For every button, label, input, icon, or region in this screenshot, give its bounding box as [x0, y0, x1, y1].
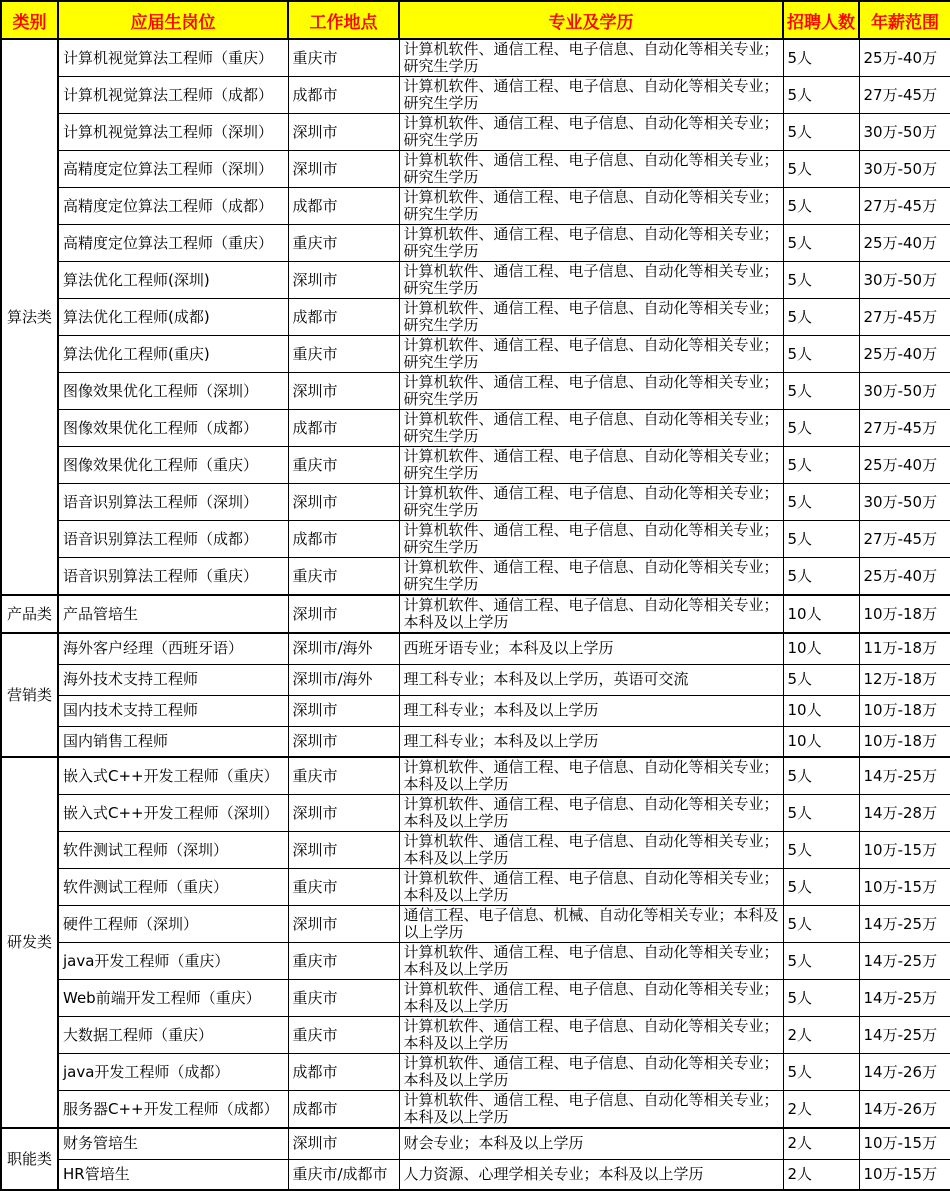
- location-cell: 深圳市: [288, 373, 399, 410]
- category-cell: 算法类: [1, 39, 58, 595]
- salary-cell: 27万-45万: [859, 410, 950, 447]
- position-cell: HR管培生: [58, 1159, 288, 1190]
- position-cell: 语音识别算法工程师（重庆）: [58, 558, 288, 596]
- salary-cell: 30万-50万: [859, 262, 950, 299]
- salary-cell: 14万-26万: [859, 1091, 950, 1129]
- position-cell: 硬件工程师（深圳）: [58, 906, 288, 943]
- headcount-cell: 5人: [783, 77, 859, 114]
- headcount-cell: 5人: [783, 832, 859, 869]
- location-cell: 深圳市: [288, 795, 399, 832]
- position-cell: 软件测试工程师（深圳）: [58, 832, 288, 869]
- position-cell: 图像效果优化工程师（重庆）: [58, 447, 288, 484]
- table-row: [1, 410, 950, 447]
- major-cell: 计算机软件、通信工程、电子信息、自动化等相关专业；研究生学历: [399, 558, 783, 596]
- position-cell: Web前端开发工程师（重庆）: [58, 980, 288, 1017]
- table-row: [1, 114, 950, 151]
- position-cell: 计算机视觉算法工程师（成都）: [58, 77, 288, 114]
- location-cell: 深圳市: [288, 906, 399, 943]
- headcount-cell: 10人: [783, 695, 859, 726]
- salary-cell: 11万-18万: [859, 633, 950, 664]
- major-cell: 计算机软件、通信工程、电子信息、自动化等相关专业；本科及以上学历: [399, 1091, 783, 1129]
- salary-cell: 14万-25万: [859, 757, 950, 795]
- location-cell: 深圳市: [288, 595, 399, 633]
- location-cell: 深圳市: [288, 262, 399, 299]
- salary-cell: 25万-40万: [859, 225, 950, 262]
- location-cell: 深圳市/海外: [288, 633, 399, 664]
- headcount-cell: 10人: [783, 595, 859, 633]
- salary-cell: 14万-25万: [859, 906, 950, 943]
- major-cell: 计算机软件、通信工程、电子信息、自动化等相关专业；研究生学历: [399, 262, 783, 299]
- salary-cell: 10万-18万: [859, 595, 950, 633]
- category-cell: 职能类: [1, 1128, 58, 1190]
- category-cell: 研发类: [1, 757, 58, 1128]
- table-row: [1, 1054, 950, 1091]
- position-cell: 高精度定位算法工程师（重庆）: [58, 225, 288, 262]
- headcount-cell: 5人: [783, 225, 859, 262]
- position-cell: 服务器C++开发工程师（成都）: [58, 1091, 288, 1129]
- location-cell: 成都市: [288, 77, 399, 114]
- headcount-cell: 5人: [783, 262, 859, 299]
- position-cell: 国内销售工程师: [58, 726, 288, 757]
- location-cell: 重庆市: [288, 980, 399, 1017]
- salary-cell: 30万-50万: [859, 373, 950, 410]
- location-cell: 重庆市: [288, 757, 399, 795]
- location-cell: 重庆市: [288, 225, 399, 262]
- location-cell: 重庆市: [288, 1017, 399, 1054]
- headcount-cell: 2人: [783, 1091, 859, 1129]
- major-cell: 计算机软件、通信工程、电子信息、自动化等相关专业；本科及以上学历: [399, 1017, 783, 1054]
- table-row: [1, 39, 950, 77]
- position-cell: 海外客户经理（西班牙语）: [58, 633, 288, 664]
- major-cell: 计算机软件、通信工程、电子信息、自动化等相关专业；研究生学历: [399, 39, 783, 77]
- table-row: [1, 980, 950, 1017]
- major-cell: 计算机软件、通信工程、电子信息、自动化等相关专业；本科及以上学历: [399, 869, 783, 906]
- location-cell: 重庆市/成都市: [288, 1159, 399, 1190]
- salary-cell: 10万-15万: [859, 832, 950, 869]
- position-cell: 计算机视觉算法工程师（深圳）: [58, 114, 288, 151]
- major-cell: 计算机软件、通信工程、电子信息、自动化等相关专业；研究生学历: [399, 447, 783, 484]
- table-row: [1, 1017, 950, 1054]
- position-cell: 嵌入式C++开发工程师（深圳）: [58, 795, 288, 832]
- salary-cell: 25万-40万: [859, 336, 950, 373]
- major-cell: 西班牙语专业；本科及以上学历: [399, 633, 783, 664]
- headcount-cell: 5人: [783, 447, 859, 484]
- salary-cell: 12万-18万: [859, 664, 950, 695]
- major-cell: 计算机软件、通信工程、电子信息、自动化等相关专业；本科及以上学历: [399, 980, 783, 1017]
- location-cell: 成都市: [288, 521, 399, 558]
- headcount-cell: 5人: [783, 410, 859, 447]
- salary-cell: 30万-50万: [859, 151, 950, 188]
- location-cell: 成都市: [288, 410, 399, 447]
- major-cell: 计算机软件、通信工程、电子信息、自动化等相关专业；研究生学历: [399, 77, 783, 114]
- major-cell: 计算机软件、通信工程、电子信息、自动化等相关专业；本科及以上学历: [399, 943, 783, 980]
- salary-cell: 27万-45万: [859, 521, 950, 558]
- major-cell: 计算机软件、通信工程、电子信息、自动化等相关专业；研究生学历: [399, 373, 783, 410]
- table-row: [1, 695, 950, 726]
- major-cell: 计算机软件、通信工程、电子信息、自动化等相关专业；本科及以上学历: [399, 757, 783, 795]
- major-cell: 计算机软件、通信工程、电子信息、自动化等相关专业；研究生学历: [399, 521, 783, 558]
- headcount-cell: 10人: [783, 633, 859, 664]
- position-cell: 财务管培生: [58, 1128, 288, 1159]
- location-cell: 重庆市: [288, 869, 399, 906]
- position-cell: 产品管培生: [58, 595, 288, 633]
- table-body: [1, 39, 950, 1190]
- headcount-cell: 5人: [783, 664, 859, 695]
- major-cell: 计算机软件、通信工程、电子信息、自动化等相关专业；研究生学历: [399, 299, 783, 336]
- position-cell: 图像效果优化工程师（深圳）: [58, 373, 288, 410]
- salary-cell: 14万-26万: [859, 1054, 950, 1091]
- position-cell: 算法优化工程师(重庆): [58, 336, 288, 373]
- salary-cell: 14万-25万: [859, 943, 950, 980]
- location-cell: 深圳市/海外: [288, 664, 399, 695]
- location-cell: 成都市: [288, 1091, 399, 1129]
- salary-cell: 25万-40万: [859, 39, 950, 77]
- location-cell: 成都市: [288, 299, 399, 336]
- salary-cell: 30万-50万: [859, 114, 950, 151]
- major-cell: 财会专业；本科及以上学历: [399, 1128, 783, 1159]
- position-cell: java开发工程师（成都）: [58, 1054, 288, 1091]
- table-row: [1, 757, 950, 795]
- header-cell-location: 工作地点: [288, 1, 399, 39]
- major-cell: 计算机软件、通信工程、电子信息、自动化等相关专业；研究生学历: [399, 484, 783, 521]
- location-cell: 重庆市: [288, 39, 399, 77]
- table-row: [1, 633, 950, 664]
- location-cell: 深圳市: [288, 1128, 399, 1159]
- category-cell: 产品类: [1, 595, 58, 633]
- location-cell: 成都市: [288, 1054, 399, 1091]
- header-cell-headcount: 招聘人数: [783, 1, 859, 39]
- table-row: [1, 1159, 950, 1190]
- table-row: [1, 558, 950, 596]
- position-cell: 大数据工程师（重庆）: [58, 1017, 288, 1054]
- salary-cell: 10万-18万: [859, 695, 950, 726]
- table-row: [1, 726, 950, 757]
- location-cell: 深圳市: [288, 114, 399, 151]
- headcount-cell: 5人: [783, 943, 859, 980]
- headcount-cell: 5人: [783, 1054, 859, 1091]
- headcount-cell: 5人: [783, 299, 859, 336]
- major-cell: 计算机软件、通信工程、电子信息、自动化等相关专业；研究生学历: [399, 410, 783, 447]
- table-row: [1, 484, 950, 521]
- location-cell: 重庆市: [288, 558, 399, 596]
- salary-cell: 14万-25万: [859, 1017, 950, 1054]
- headcount-cell: 5人: [783, 336, 859, 373]
- salary-cell: 14万-28万: [859, 795, 950, 832]
- salary-cell: 10万-18万: [859, 726, 950, 757]
- location-cell: 深圳市: [288, 151, 399, 188]
- table-row: [1, 832, 950, 869]
- position-cell: 语音识别算法工程师（成都）: [58, 521, 288, 558]
- table-row: [1, 225, 950, 262]
- headcount-cell: 5人: [783, 373, 859, 410]
- header-cell-salary: 年薪范围: [859, 1, 950, 39]
- salary-cell: 27万-45万: [859, 188, 950, 225]
- major-cell: 理工科专业；本科及以上学历，英语可交流: [399, 664, 783, 695]
- position-cell: 国内技术支持工程师: [58, 695, 288, 726]
- major-cell: 计算机软件、通信工程、电子信息、自动化等相关专业；研究生学历: [399, 225, 783, 262]
- headcount-cell: 5人: [783, 757, 859, 795]
- salary-cell: 25万-40万: [859, 447, 950, 484]
- table-row: [1, 336, 950, 373]
- location-cell: 重庆市: [288, 447, 399, 484]
- table-row: [1, 299, 950, 336]
- table-row: [1, 77, 950, 114]
- table-row: [1, 1091, 950, 1129]
- headcount-cell: 5人: [783, 980, 859, 1017]
- position-cell: 高精度定位算法工程师（深圳）: [58, 151, 288, 188]
- headcount-cell: 5人: [783, 869, 859, 906]
- salary-cell: 25万-40万: [859, 558, 950, 596]
- position-cell: 软件测试工程师（重庆）: [58, 869, 288, 906]
- major-cell: 计算机软件、通信工程、电子信息、自动化等相关专业；研究生学历: [399, 336, 783, 373]
- headcount-cell: 5人: [783, 906, 859, 943]
- location-cell: 深圳市: [288, 832, 399, 869]
- table-row: [1, 447, 950, 484]
- headcount-cell: 5人: [783, 188, 859, 225]
- table-row: [1, 595, 950, 633]
- position-cell: 嵌入式C++开发工程师（重庆）: [58, 757, 288, 795]
- location-cell: 深圳市: [288, 695, 399, 726]
- table-row: [1, 943, 950, 980]
- headcount-cell: 5人: [783, 151, 859, 188]
- position-cell: 算法优化工程师(深圳): [58, 262, 288, 299]
- major-cell: 理工科专业；本科及以上学历: [399, 726, 783, 757]
- location-cell: 重庆市: [288, 336, 399, 373]
- table-row: [1, 151, 950, 188]
- position-cell: 高精度定位算法工程师（成都）: [58, 188, 288, 225]
- headcount-cell: 5人: [783, 484, 859, 521]
- table-row: [1, 795, 950, 832]
- location-cell: 成都市: [288, 188, 399, 225]
- category-cell: 营销类: [1, 633, 58, 757]
- major-cell: 通信工程、电子信息、机械、自动化等相关专业；本科及以上学历: [399, 906, 783, 943]
- salary-cell: 27万-45万: [859, 299, 950, 336]
- headcount-cell: 5人: [783, 795, 859, 832]
- major-cell: 计算机软件、通信工程、电子信息、自动化等相关专业；研究生学历: [399, 114, 783, 151]
- position-cell: 图像效果优化工程师（成都）: [58, 410, 288, 447]
- major-cell: 计算机软件、通信工程、电子信息、自动化等相关专业；研究生学历: [399, 151, 783, 188]
- position-cell: java开发工程师（重庆）: [58, 943, 288, 980]
- table-row: [1, 869, 950, 906]
- major-cell: 计算机软件、通信工程、电子信息、自动化等相关专业；本科及以上学历: [399, 595, 783, 633]
- position-cell: 海外技术支持工程师: [58, 664, 288, 695]
- major-cell: 计算机软件、通信工程、电子信息、自动化等相关专业；本科及以上学历: [399, 832, 783, 869]
- headcount-cell: 5人: [783, 39, 859, 77]
- major-cell: 计算机软件、通信工程、电子信息、自动化等相关专业；本科及以上学历: [399, 795, 783, 832]
- salary-cell: 14万-25万: [859, 980, 950, 1017]
- major-cell: 计算机软件、通信工程、电子信息、自动化等相关专业；本科及以上学历: [399, 1054, 783, 1091]
- headcount-cell: 5人: [783, 558, 859, 596]
- header-cell-position: 应届生岗位: [58, 1, 288, 39]
- headcount-cell: 2人: [783, 1128, 859, 1159]
- headcount-cell: 2人: [783, 1017, 859, 1054]
- table-row: [1, 1128, 950, 1159]
- major-cell: 人力资源、心理学相关专业；本科及以上学历: [399, 1159, 783, 1190]
- header-cell-category: 类别: [1, 1, 58, 39]
- position-cell: 语音识别算法工程师（深圳）: [58, 484, 288, 521]
- salary-cell: 27万-45万: [859, 77, 950, 114]
- location-cell: 重庆市: [288, 943, 399, 980]
- salary-cell: 30万-50万: [859, 484, 950, 521]
- salary-cell: 10万-15万: [859, 1128, 950, 1159]
- location-cell: 深圳市: [288, 726, 399, 757]
- header-row: [1, 1, 950, 39]
- headcount-cell: 10人: [783, 726, 859, 757]
- location-cell: 深圳市: [288, 484, 399, 521]
- table-row: [1, 262, 950, 299]
- header-cell-major: 专业及学历: [399, 1, 783, 39]
- table-row: [1, 521, 950, 558]
- table-row: [1, 373, 950, 410]
- headcount-cell: 5人: [783, 521, 859, 558]
- headcount-cell: 2人: [783, 1159, 859, 1190]
- headcount-cell: 5人: [783, 114, 859, 151]
- salary-cell: 10万-15万: [859, 869, 950, 906]
- major-cell: 理工科专业；本科及以上学历: [399, 695, 783, 726]
- position-cell: 算法优化工程师(成都): [58, 299, 288, 336]
- major-cell: 计算机软件、通信工程、电子信息、自动化等相关专业；研究生学历: [399, 188, 783, 225]
- position-cell: 计算机视觉算法工程师（重庆）: [58, 39, 288, 77]
- table-row: [1, 906, 950, 943]
- salary-cell: 10万-15万: [859, 1159, 950, 1190]
- table-row: [1, 188, 950, 225]
- table-row: [1, 664, 950, 695]
